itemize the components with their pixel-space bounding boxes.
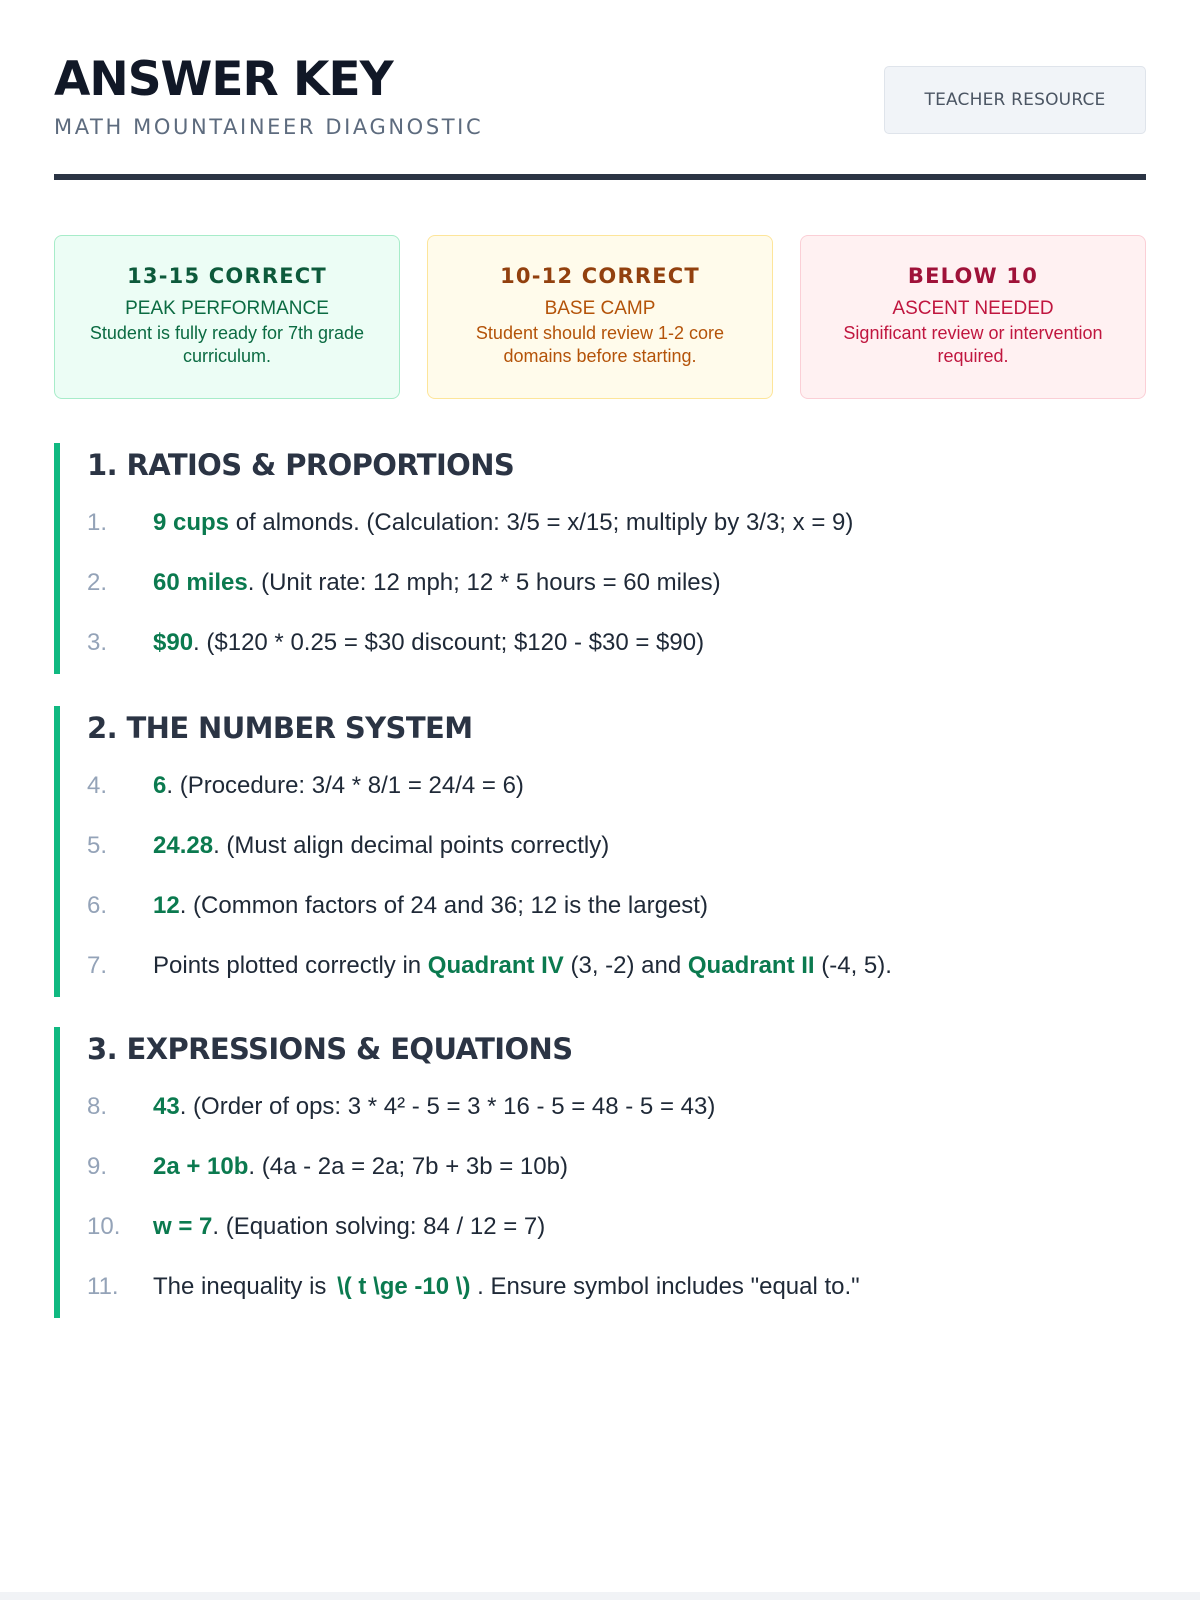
score-range: BELOW 10: [907, 264, 1039, 288]
question-number: 8.: [87, 1093, 108, 1120]
question-number: 7.: [87, 952, 108, 979]
answer-text: [153, 831, 609, 861]
question-number: 4.: [87, 772, 108, 799]
answer-text-middle: (3, -2) and: [563, 952, 688, 979]
answer-text-suffix: (-4, 5).: [814, 952, 892, 979]
question-number: 2.: [87, 569, 108, 596]
answer-item: [87, 628, 1146, 674]
answer-text: [153, 1152, 568, 1182]
question-list: [87, 508, 1146, 674]
answer-highlight: 43: [153, 1093, 180, 1120]
question-number: 11.: [87, 1273, 119, 1300]
answer-text: [153, 568, 721, 598]
answer-highlight: 12: [153, 892, 180, 919]
score-description: Student should review 1-2 core domains before starting.: [475, 322, 725, 367]
section-title: 3. EXPRESSIONS & EQUATIONS: [87, 1032, 573, 1066]
question-number: 3.: [87, 629, 108, 656]
answer-explanation: . (Procedure: 3/4 * 8/1 = 24/4 = 6): [166, 772, 524, 799]
answer-item: [87, 568, 1146, 628]
answer-explanation: . (Equation solving: 84 / 12 = 7): [212, 1213, 546, 1240]
page-subtitle: MATH MOUNTAINEER DIAGNOSTIC: [54, 115, 484, 139]
question-list: [87, 1092, 1146, 1318]
answer-text: [153, 1272, 860, 1302]
answer-explanation: . (Must align decimal points correctly): [213, 832, 610, 859]
answer-item: [87, 1152, 1146, 1212]
section-ratios-proportions: [54, 443, 1146, 674]
section-title: 2. THE NUMBER SYSTEM: [87, 711, 473, 745]
scoring-guide: [54, 235, 1146, 399]
page-title: ANSWER KEY: [54, 52, 393, 107]
question-number: 6.: [87, 892, 108, 919]
score-card-ascent-needed: [800, 235, 1146, 399]
score-level: PEAK PERFORMANCE: [125, 298, 329, 320]
section-title: 1. RATIOS & PROPORTIONS: [87, 448, 515, 482]
answer-highlight: Quadrant IV: [427, 952, 564, 979]
answer-highlight: 24.28: [153, 832, 214, 859]
question-number: 5.: [87, 832, 108, 859]
question-list: [87, 771, 1146, 997]
teacher-resource-badge: TEACHER RESOURCE: [884, 66, 1146, 134]
answer-text-prefix: Points plotted correctly in: [153, 952, 428, 979]
section-expressions-equations: [54, 1027, 1146, 1318]
score-level: ASCENT NEEDED: [892, 298, 1054, 320]
answer-text: [153, 628, 704, 658]
answer-explanation: . (Order of ops: 3 * 4² - 5 = 3 * 16 - 5 = 48 - 5 = 43): [179, 1093, 716, 1120]
answer-text: [153, 771, 524, 801]
answer-explanation: . (Common factors of 24 and 36; 12 is the largest): [179, 892, 708, 919]
answer-item: [87, 1212, 1146, 1272]
score-range: 10-12 CORRECT: [500, 264, 700, 288]
score-level: BASE CAMP: [544, 298, 656, 320]
page-footer-band: [0, 1592, 1200, 1600]
page-header: [54, 0, 1146, 180]
answer-highlight: $90: [153, 629, 194, 656]
answer-item: [87, 771, 1146, 831]
score-card-peak: [54, 235, 400, 399]
answer-explanation: . (4a - 2a = 2a; 7b + 3b = 10b): [248, 1153, 568, 1180]
answer-text-suffix: . Ensure symbol includes "equal to.": [470, 1273, 860, 1300]
score-range: 13-15 CORRECT: [127, 264, 327, 288]
answer-highlight: 2a + 10b: [153, 1153, 249, 1180]
score-description: Student is fully ready for 7th grade curriculum.: [89, 322, 365, 367]
answer-item: [87, 1092, 1146, 1152]
answer-item: [87, 1272, 1146, 1318]
answer-highlight: 6: [153, 772, 167, 799]
answer-highlight: 9 cups: [153, 509, 230, 536]
answer-explanation: . (Unit rate: 12 mph; 12 * 5 hours = 60 miles): [247, 569, 721, 596]
answer-explanation: . ($120 * 0.25 = $30 discount; $120 - $30 = $90): [193, 629, 705, 656]
answer-text: [153, 951, 892, 981]
question-number: 9.: [87, 1153, 108, 1180]
answer-text-prefix: The inequality is: [153, 1273, 334, 1300]
section-number-system: [54, 706, 1146, 997]
answer-highlight: Quadrant II: [687, 952, 815, 979]
score-card-base-camp: [427, 235, 773, 399]
answer-highlight: 60 miles: [153, 569, 248, 596]
answer-text: [153, 508, 853, 538]
answer-item: [87, 508, 1146, 568]
answer-item: [87, 951, 1146, 997]
question-number: 1.: [87, 509, 108, 536]
answer-highlight: \( t \ge -10 \): [337, 1273, 471, 1300]
answer-text: [153, 1212, 545, 1242]
answer-text: [153, 1092, 715, 1122]
answer-item: [87, 831, 1146, 891]
answer-text: [153, 891, 708, 921]
answer-highlight: w = 7: [153, 1213, 213, 1240]
score-description: Significant review or intervention required.: [843, 322, 1103, 367]
answer-item: [87, 891, 1146, 951]
answer-explanation: of almonds. (Calculation: 3/5 = x/15; multiply by 3/3; x = 9): [229, 509, 854, 536]
question-number: 10.: [87, 1213, 121, 1240]
